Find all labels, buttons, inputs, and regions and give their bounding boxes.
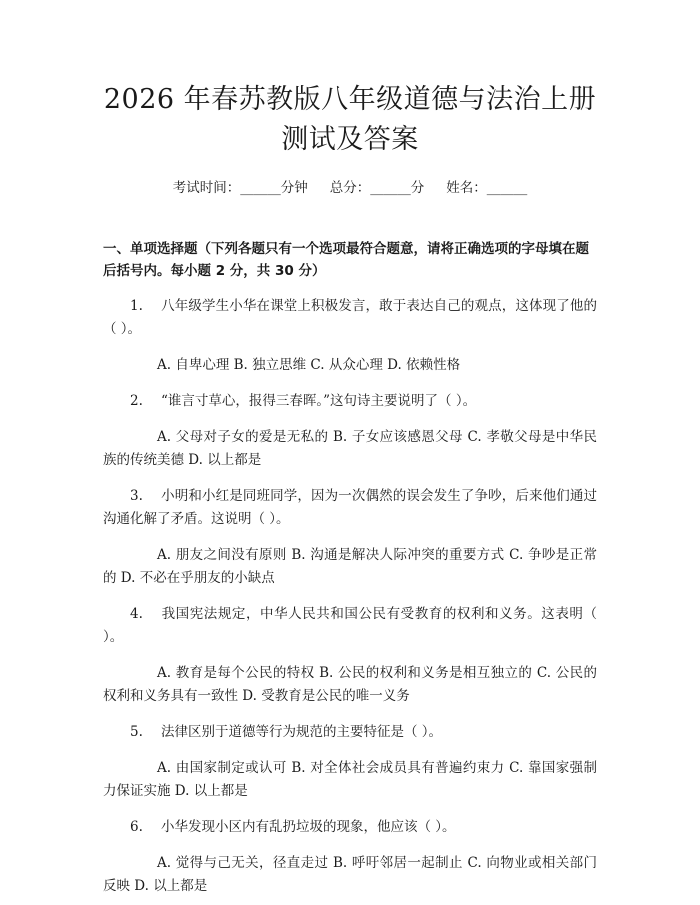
question-3-stem — [103, 485, 597, 531]
question-text: “谁言寸草心，报得三春晖。”这句诗主要说明了（ ）。 — [161, 393, 477, 409]
question-2-options: A. 父母对子女的爱是无私的 B. 子女应该感恩父母 C. 孝敬父母是中华民族的传统美德 D. 以上都是 — [103, 429, 597, 468]
question-number: 4. — [130, 606, 143, 622]
question-text: 小明和小红是同班同学，因为一次偶然的误会发生了争吵，后来他们通过沟通化解了矛盾。这说明（ ）。 — [103, 488, 597, 527]
question-number: 5. — [130, 724, 143, 740]
question-text: 法律区别于道德等行为规范的主要特征是（ ）。 — [161, 724, 443, 740]
exam-score-field: 总分：______分 — [329, 180, 425, 196]
question-1-options: A. 自卑心理 B. 独立思维 C. 从众心理 D. 依赖性格 — [157, 357, 461, 373]
question-number: 6. — [130, 819, 143, 835]
question-1-stem — [103, 295, 597, 341]
question-3-options: A. 朋友之间没有原则 B. 沟通是解决人际冲突的重要方式 C. 争吵是正常的 D. 不必在乎朋友的小缺点 — [103, 547, 597, 586]
question-text: 八年级学生小华在课堂上积极发言，敢于表达自己的观点，这体现了他的（ ）。 — [103, 298, 597, 337]
question-4-options: A. 教育是每个公民的特权 B. 公民的权利和义务是相互独立的 C. 公民的权利和义务具有一致性 D. 受教育是公民的唯一义务 — [103, 665, 597, 704]
exam-info-line — [103, 178, 597, 198]
question-number: 2. — [130, 393, 143, 409]
question-5-options: A. 由国家制定或认可 B. 对全体社会成员具有普遍约束力 C. 靠国家强制力保证实施 D. 以上都是 — [103, 760, 597, 799]
question-6-stem — [103, 816, 597, 839]
document-title: 2026 年春苏教版八年级道德与法治上册测试及答案 — [103, 84, 597, 155]
question-2-stem — [103, 390, 597, 413]
question-4-stem — [103, 603, 597, 649]
exam-time-field: 考试时间：______分钟 — [172, 180, 308, 196]
question-text: 我国宪法规定，中华人民共和国公民有受教育的权利和义务。这表明（ ）。 — [103, 606, 597, 645]
question-5-stem — [103, 721, 597, 744]
section-heading: 一、单项选择题（下列各题只有一个选项最符合题意，请将正确选项的字母填在题后括号内。每小题 2 分，共 30 分） — [103, 241, 589, 279]
exam-name-field: 姓名：______ — [446, 180, 528, 196]
question-number: 3. — [130, 488, 143, 504]
question-text: 小华发现小区内有乱扔垃圾的现象，他应该（ ）。 — [161, 819, 456, 835]
question-6-options: A. 觉得与己无关，径直走过 B. 呼吁邻居一起制止 C. 向物业或相关部门反映 D. 以上都是 — [103, 855, 597, 894]
question-list — [103, 295, 597, 898]
question-number: 1. — [130, 298, 143, 314]
